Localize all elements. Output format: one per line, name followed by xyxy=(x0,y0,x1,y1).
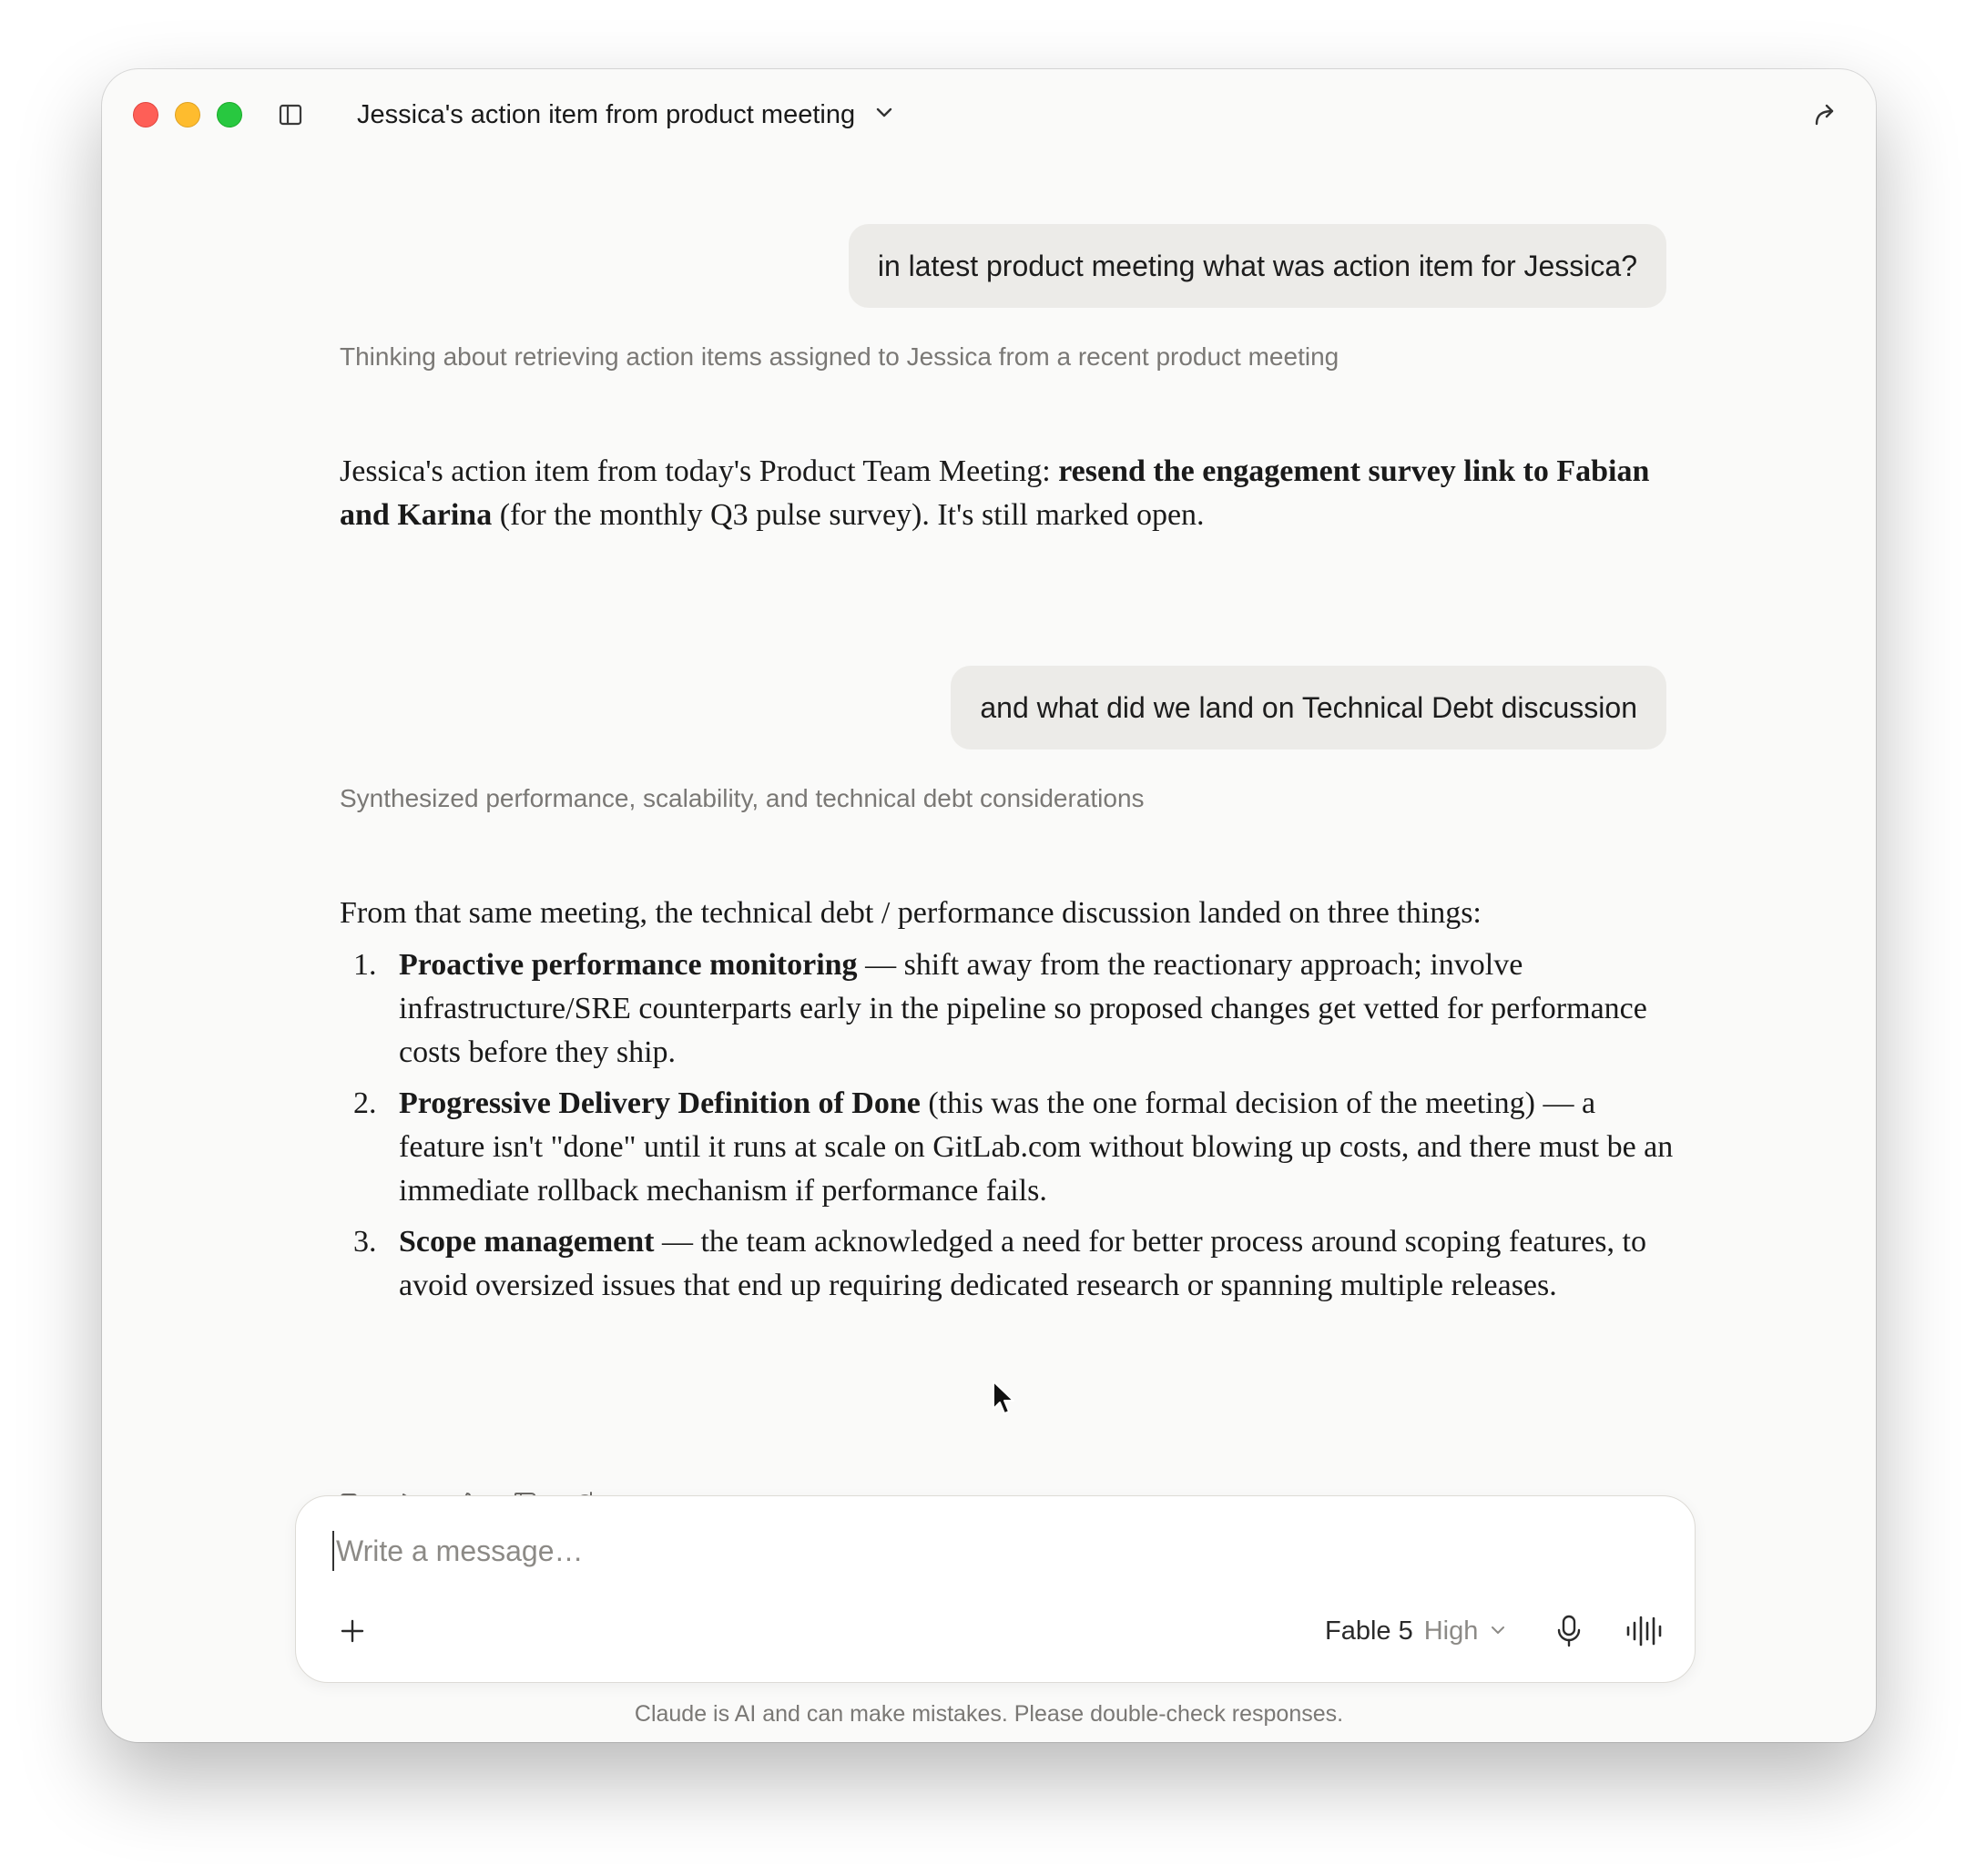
model-name: Fable 5 xyxy=(1325,1616,1413,1646)
list-item xyxy=(340,1082,1687,1213)
response-list xyxy=(340,943,1687,1315)
list-item xyxy=(340,943,1687,1075)
list-item-title: Scope management xyxy=(399,1225,655,1259)
list-item xyxy=(340,1220,1687,1308)
minimize-window-button[interactable] xyxy=(175,102,200,127)
sidebar-toggle-icon[interactable] xyxy=(277,101,304,128)
title-bar xyxy=(102,69,1876,160)
assistant-response-intro xyxy=(340,892,1706,935)
model-selector[interactable] xyxy=(1325,1613,1507,1649)
model-effort: High xyxy=(1423,1616,1479,1646)
response-text: (for the monthly Q3 pulse survey). It's still marked open. xyxy=(492,498,1205,532)
list-item-text: — the team acknowledged a need for better process around scoping features, to avoid oversized issues that end up requiring dedicated research or spanning multiple releases. xyxy=(399,1225,1646,1302)
close-window-button[interactable] xyxy=(133,102,158,127)
app-window xyxy=(102,69,1876,1742)
share-icon[interactable] xyxy=(1810,100,1839,129)
disclaimer-text: Claude is AI and can make mistakes. Please double-check responses. xyxy=(634,1701,1344,1727)
thinking-summary-text: Thinking about retrieving action items assigned to Jessica from a recent product meeting xyxy=(340,342,1339,371)
conversation-title-button[interactable] xyxy=(357,95,895,135)
response-bold-text: resend the engagement survey link to Fabian and Karina xyxy=(340,454,1650,532)
list-item-title: Proactive performance monitoring xyxy=(399,948,858,982)
chevron-down-icon xyxy=(1489,1616,1507,1647)
user-message-text: and what did we land on Technical Debt discussion xyxy=(980,690,1637,724)
chevron-down-icon xyxy=(873,100,895,130)
response-text: From that same meeting, the technical debt / performance discussion landed on three things: xyxy=(340,896,1482,930)
conversation-title: Jessica's action item from product meeting xyxy=(357,99,856,129)
thinking-summary[interactable] xyxy=(340,784,1145,813)
response-text: Jessica's action item from today's Product Team Meeting: xyxy=(340,454,1059,488)
assistant-response xyxy=(340,450,1660,537)
user-message xyxy=(951,666,1666,749)
add-attachment-plus-icon[interactable] xyxy=(336,1615,369,1647)
list-number: 1. xyxy=(353,948,377,982)
list-number: 3. xyxy=(353,1225,377,1259)
zoom-window-button[interactable] xyxy=(217,102,242,127)
voice-mode-icon[interactable] xyxy=(1624,1613,1665,1649)
user-message xyxy=(849,224,1666,308)
mouse-cursor-icon xyxy=(992,1380,1015,1416)
message-composer xyxy=(295,1495,1696,1683)
list-number: 2. xyxy=(353,1086,377,1120)
message-input[interactable] xyxy=(332,1531,1607,1571)
list-item-title: Progressive Delivery Definition of Done xyxy=(399,1086,921,1120)
microphone-icon[interactable] xyxy=(1553,1613,1585,1649)
list-item-text: (this was the one formal decision of the meeting) — a feature isn't "done" until it runs at scale on GitLab.com without blowing up costs, and there must be an immediate rollback mechanism if performance fails. xyxy=(399,1086,1674,1208)
thinking-summary-text: Synthesized performance, scalability, and technical debt considerations xyxy=(340,784,1145,812)
list-item-text: — shift away from the reactionary approach; involve infrastructure/SRE counterparts early in the pipeline so proposed changes get vetted for performance costs before they ship. xyxy=(399,948,1647,1069)
user-message-text: in latest product meeting what was action item for Jessica? xyxy=(877,249,1637,282)
thinking-summary[interactable] xyxy=(340,342,1339,372)
